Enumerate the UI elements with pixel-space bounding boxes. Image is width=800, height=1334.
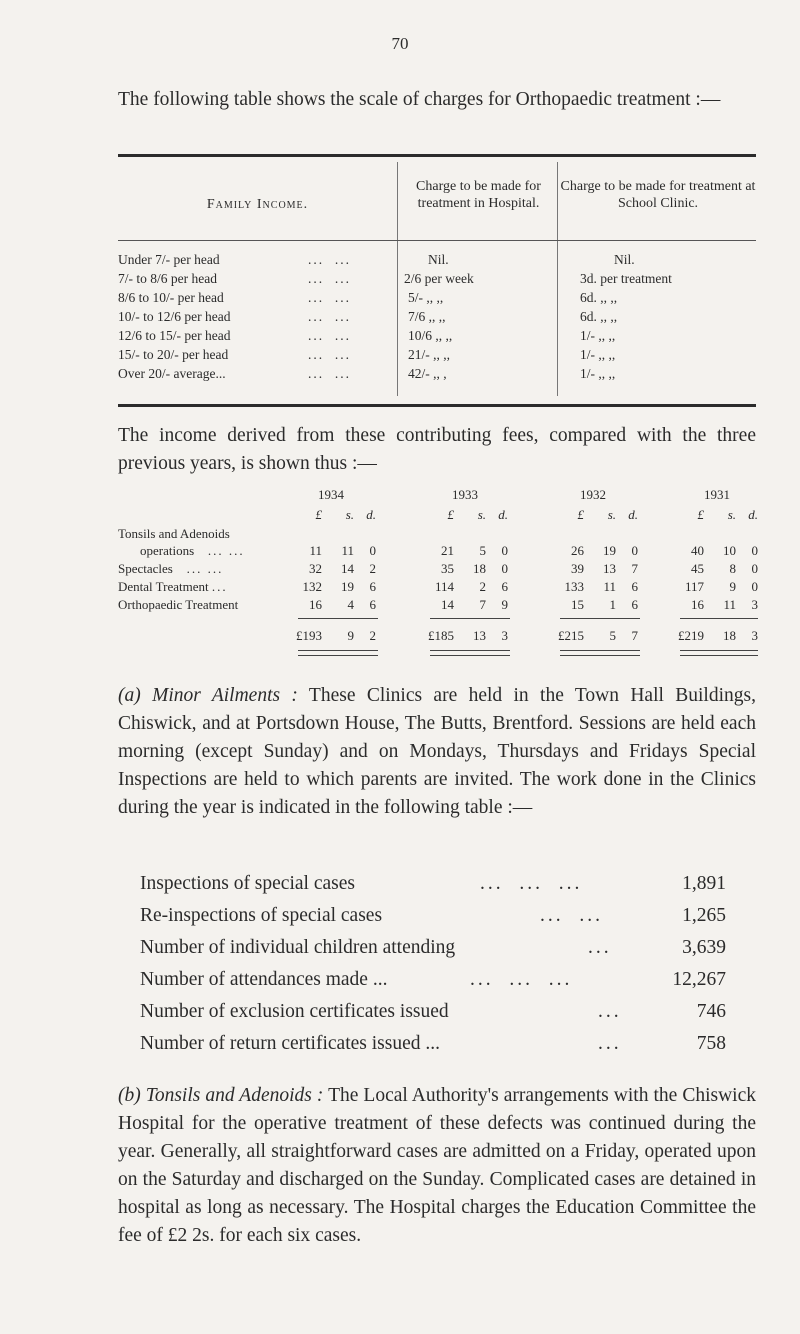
year-header: 1934 xyxy=(318,487,344,502)
money-cell: 19 xyxy=(603,543,616,558)
leader-dots: ... ... xyxy=(308,366,351,381)
money-cell: 7 xyxy=(479,597,486,612)
income-cell: Under 7/- per head xyxy=(118,252,220,267)
leader-dots: ... ... ... xyxy=(470,969,573,990)
money-cell: 117 xyxy=(684,579,704,594)
clinic-cell: 6d. ,, ,, xyxy=(580,309,618,324)
money-cell: 21 xyxy=(441,543,454,558)
unit-header: d. xyxy=(498,507,508,522)
money-cell: 35 xyxy=(441,561,454,576)
money-cell: 18 xyxy=(473,561,486,576)
hospital-cell: 2/6 per week xyxy=(404,271,474,286)
hospital-cell: Nil. xyxy=(428,252,449,267)
income-cell: 15/- to 20/- per head xyxy=(118,347,229,362)
clinic-cell: 1/- ,, ,, xyxy=(580,328,616,343)
money-cell: 13 xyxy=(603,561,616,576)
hospital-cell: 42/- ,, , xyxy=(408,366,447,381)
unit-header: £ xyxy=(697,507,704,522)
total-double-rule xyxy=(298,650,378,656)
row-label-text: Dental Treatment xyxy=(118,579,209,594)
unit-header: £ xyxy=(447,507,454,522)
stat-value: 3,639 xyxy=(682,937,726,958)
year-header: 1932 xyxy=(580,487,606,502)
stat-label: Number of exclusion certificates issued xyxy=(140,1001,449,1022)
header-rule xyxy=(118,240,756,241)
total-cell: 2 xyxy=(369,628,376,643)
clinic-cell: 1/- ,, ,, xyxy=(580,347,616,362)
unit-header: s. xyxy=(607,507,616,522)
money-cell: 16 xyxy=(309,597,322,612)
hospital-cell: 7/6 ,, ,, xyxy=(408,309,446,324)
table-row xyxy=(118,252,758,268)
money-cell: 6 xyxy=(501,579,508,594)
income-cell: 10/- to 12/6 per head xyxy=(118,309,231,324)
header-hospital-charge: Charge to be made for treatment in Hospital. xyxy=(416,179,541,211)
unit-header: s. xyxy=(345,507,354,522)
row-label xyxy=(140,543,245,559)
unit-header: £ xyxy=(315,507,322,522)
leader-dots: ... ... xyxy=(540,905,603,926)
leader-dots: ... ... ... xyxy=(480,873,583,894)
hospital-cell: 5/- ,, ,, xyxy=(408,290,444,305)
money-cell: 4 xyxy=(347,597,354,612)
total-cell: £215 xyxy=(558,628,584,643)
money-cell: 114 xyxy=(434,579,454,594)
money-cell: 9 xyxy=(501,597,508,612)
stat-label: Re-inspections of special cases xyxy=(140,905,383,926)
stat-label: Number of attendances made ... xyxy=(140,969,388,990)
money-cell: 2 xyxy=(369,561,376,576)
hospital-cell: 10/6 ,, ,, xyxy=(408,328,453,343)
stat-value: 12,267 xyxy=(672,969,726,990)
money-cell: 19 xyxy=(341,579,354,594)
unit-header: s. xyxy=(727,507,736,522)
unit-header: d. xyxy=(366,507,376,522)
table-row xyxy=(118,328,758,344)
clinic-cell: 1/- ,, ,, xyxy=(580,366,616,381)
header-family-income: Family Income. xyxy=(206,197,309,212)
money-cell: 40 xyxy=(691,543,704,558)
table-row xyxy=(118,309,758,325)
total-double-rule xyxy=(560,650,640,656)
total-cell: £193 xyxy=(296,628,322,643)
year-header: 1931 xyxy=(704,487,730,502)
money-cell: 6 xyxy=(631,597,638,612)
total-cell: 7 xyxy=(631,628,638,643)
money-cell: 15 xyxy=(571,597,584,612)
leader-dots: ... ... xyxy=(197,543,245,558)
money-cell: 10 xyxy=(723,543,736,558)
leader-dots: ... ... xyxy=(308,309,351,324)
stat-value: 758 xyxy=(696,1033,726,1054)
leader-dots: ... ... xyxy=(308,252,351,267)
leader-dots: ... ... xyxy=(308,347,351,362)
money-cell: 133 xyxy=(564,579,584,594)
subtotal-rule xyxy=(430,618,510,619)
section-text: The Local Authority's arrangements with the Chiswick Hospital for the operative treatment of these defects was continued during the year. Generally, all straightforward cases are admitted on a Friday, operated upon on the Saturday and discharged on the Sunday. Complicated cases are detained in hospital as long as necessary. The Hospital charges the Education Committee the fee of £2 2s. for each six cases. xyxy=(118,1085,756,1246)
money-cell: 0 xyxy=(751,579,758,594)
money-cell: 1 xyxy=(609,597,616,612)
hospital-cell: 21/- ,, ,, xyxy=(408,347,450,362)
money-cell: 32 xyxy=(309,561,322,576)
stat-label: Number of return certificates issued ... xyxy=(140,1033,440,1054)
row-label xyxy=(118,579,228,595)
money-cell: 0 xyxy=(631,543,638,558)
leader-dots: ... xyxy=(598,1033,622,1054)
subtotal-rule xyxy=(680,618,758,619)
total-cell: 3 xyxy=(751,628,758,643)
table-row xyxy=(118,366,758,382)
money-cell: 0 xyxy=(501,561,508,576)
intro-paragraph: The following table shows the scale of charges for Orthopaedic treatment :— xyxy=(118,89,721,110)
total-cell: £219 xyxy=(678,628,704,643)
money-cell: 2 xyxy=(479,579,486,594)
row-label-cont: operations xyxy=(140,543,195,558)
income-intro-paragraph: The income derived from these contributing fees, compared with the three previous years, is shown thus :— xyxy=(118,425,756,474)
clinic-cell: 6d. ,, ,, xyxy=(580,290,618,305)
money-cell: 0 xyxy=(501,543,508,558)
leader-dots: ... xyxy=(211,579,228,594)
section-label: (a) Minor Ailments : xyxy=(118,685,298,706)
total-double-rule xyxy=(430,650,510,656)
total-cell: 18 xyxy=(723,628,736,643)
money-cell: 8 xyxy=(729,561,736,576)
income-cell: Over 20/- average... xyxy=(118,366,226,381)
income-cell: 7/- to 8/6 per head xyxy=(118,271,217,286)
money-cell: 5 xyxy=(479,543,486,558)
money-cell: 9 xyxy=(729,579,736,594)
total-cell: 5 xyxy=(609,628,616,643)
total-cell: 9 xyxy=(347,628,354,643)
money-cell: 14 xyxy=(341,561,354,576)
money-cell: 6 xyxy=(369,597,376,612)
money-cell: 0 xyxy=(369,543,376,558)
section-label: (b) Tonsils and Adenoids : xyxy=(118,1085,324,1106)
money-cell: 39 xyxy=(571,561,584,576)
money-cell: 6 xyxy=(631,579,638,594)
tonsils-paragraph xyxy=(118,1082,756,1250)
money-cell: 7 xyxy=(631,561,638,576)
money-cell: 6 xyxy=(369,579,376,594)
row-label xyxy=(118,561,223,577)
total-cell: £185 xyxy=(428,628,454,643)
unit-header: s. xyxy=(477,507,486,522)
total-cell: 13 xyxy=(473,628,486,643)
money-cell: 3 xyxy=(751,597,758,612)
leader-dots: ... ... xyxy=(176,561,224,576)
unit-header: d. xyxy=(748,507,758,522)
income-cell: 12/6 to 15/- per head xyxy=(118,328,231,343)
leader-dots: ... xyxy=(598,1001,622,1022)
total-cell: 3 xyxy=(501,628,508,643)
row-label-text: Spectacles xyxy=(118,561,173,576)
table-row xyxy=(118,290,758,306)
leader-dots: ... xyxy=(588,937,612,958)
unit-header: £ xyxy=(577,507,584,522)
stat-value: 1,891 xyxy=(682,873,726,894)
money-cell: 11 xyxy=(723,597,736,612)
money-cell: 26 xyxy=(571,543,584,558)
money-cell: 11 xyxy=(341,543,354,558)
minor-ailments-paragraph xyxy=(118,682,756,822)
section-text: These Clinics are held in the Town Hall Buildings, Chiswick, and at Portsdown House, The Butts, Brentford. Sessions are held each morning (except Sunday) and on Mondays, Thursdays and Fridays Special Inspections are held to which parents are invited. The work done in the Clinics during the year is indicated in the following table :— xyxy=(118,685,756,818)
money-cell: 16 xyxy=(691,597,704,612)
row-label: Orthopaedic Treatment xyxy=(118,597,239,612)
unit-header: d. xyxy=(628,507,638,522)
table-bottom-rule xyxy=(118,404,756,407)
stat-value: 746 xyxy=(696,1001,726,1022)
stat-label: Inspections of special cases xyxy=(140,873,355,894)
header-clinic-charge: Charge to be made for treatment at School Clinic. xyxy=(560,179,756,211)
table-row xyxy=(118,271,758,287)
year-header: 1933 xyxy=(452,487,478,502)
money-cell: 11 xyxy=(309,543,322,558)
money-cell: 11 xyxy=(603,579,616,594)
leader-dots: ... ... xyxy=(308,290,351,305)
table-top-rule xyxy=(118,154,756,157)
money-cell: 132 xyxy=(302,579,322,594)
table-row xyxy=(118,347,758,363)
total-double-rule xyxy=(680,650,758,656)
leader-dots: ... ... xyxy=(308,271,351,286)
money-cell: 45 xyxy=(691,561,704,576)
subtotal-rule xyxy=(298,618,378,619)
leader-dots: ... ... xyxy=(308,328,351,343)
money-cell: 0 xyxy=(751,561,758,576)
subtotal-rule xyxy=(560,618,640,619)
clinic-cell: Nil. xyxy=(614,252,635,267)
money-cell: 14 xyxy=(441,597,454,612)
row-label: Tonsils and Adenoids xyxy=(118,526,230,541)
clinic-cell: 3d. per treatment xyxy=(580,271,672,286)
page-number: 70 xyxy=(391,34,409,53)
stat-label: Number of individual children attending xyxy=(140,937,456,958)
stat-value: 1,265 xyxy=(682,905,726,926)
money-cell: 0 xyxy=(751,543,758,558)
income-cell: 8/6 to 10/- per head xyxy=(118,290,224,305)
